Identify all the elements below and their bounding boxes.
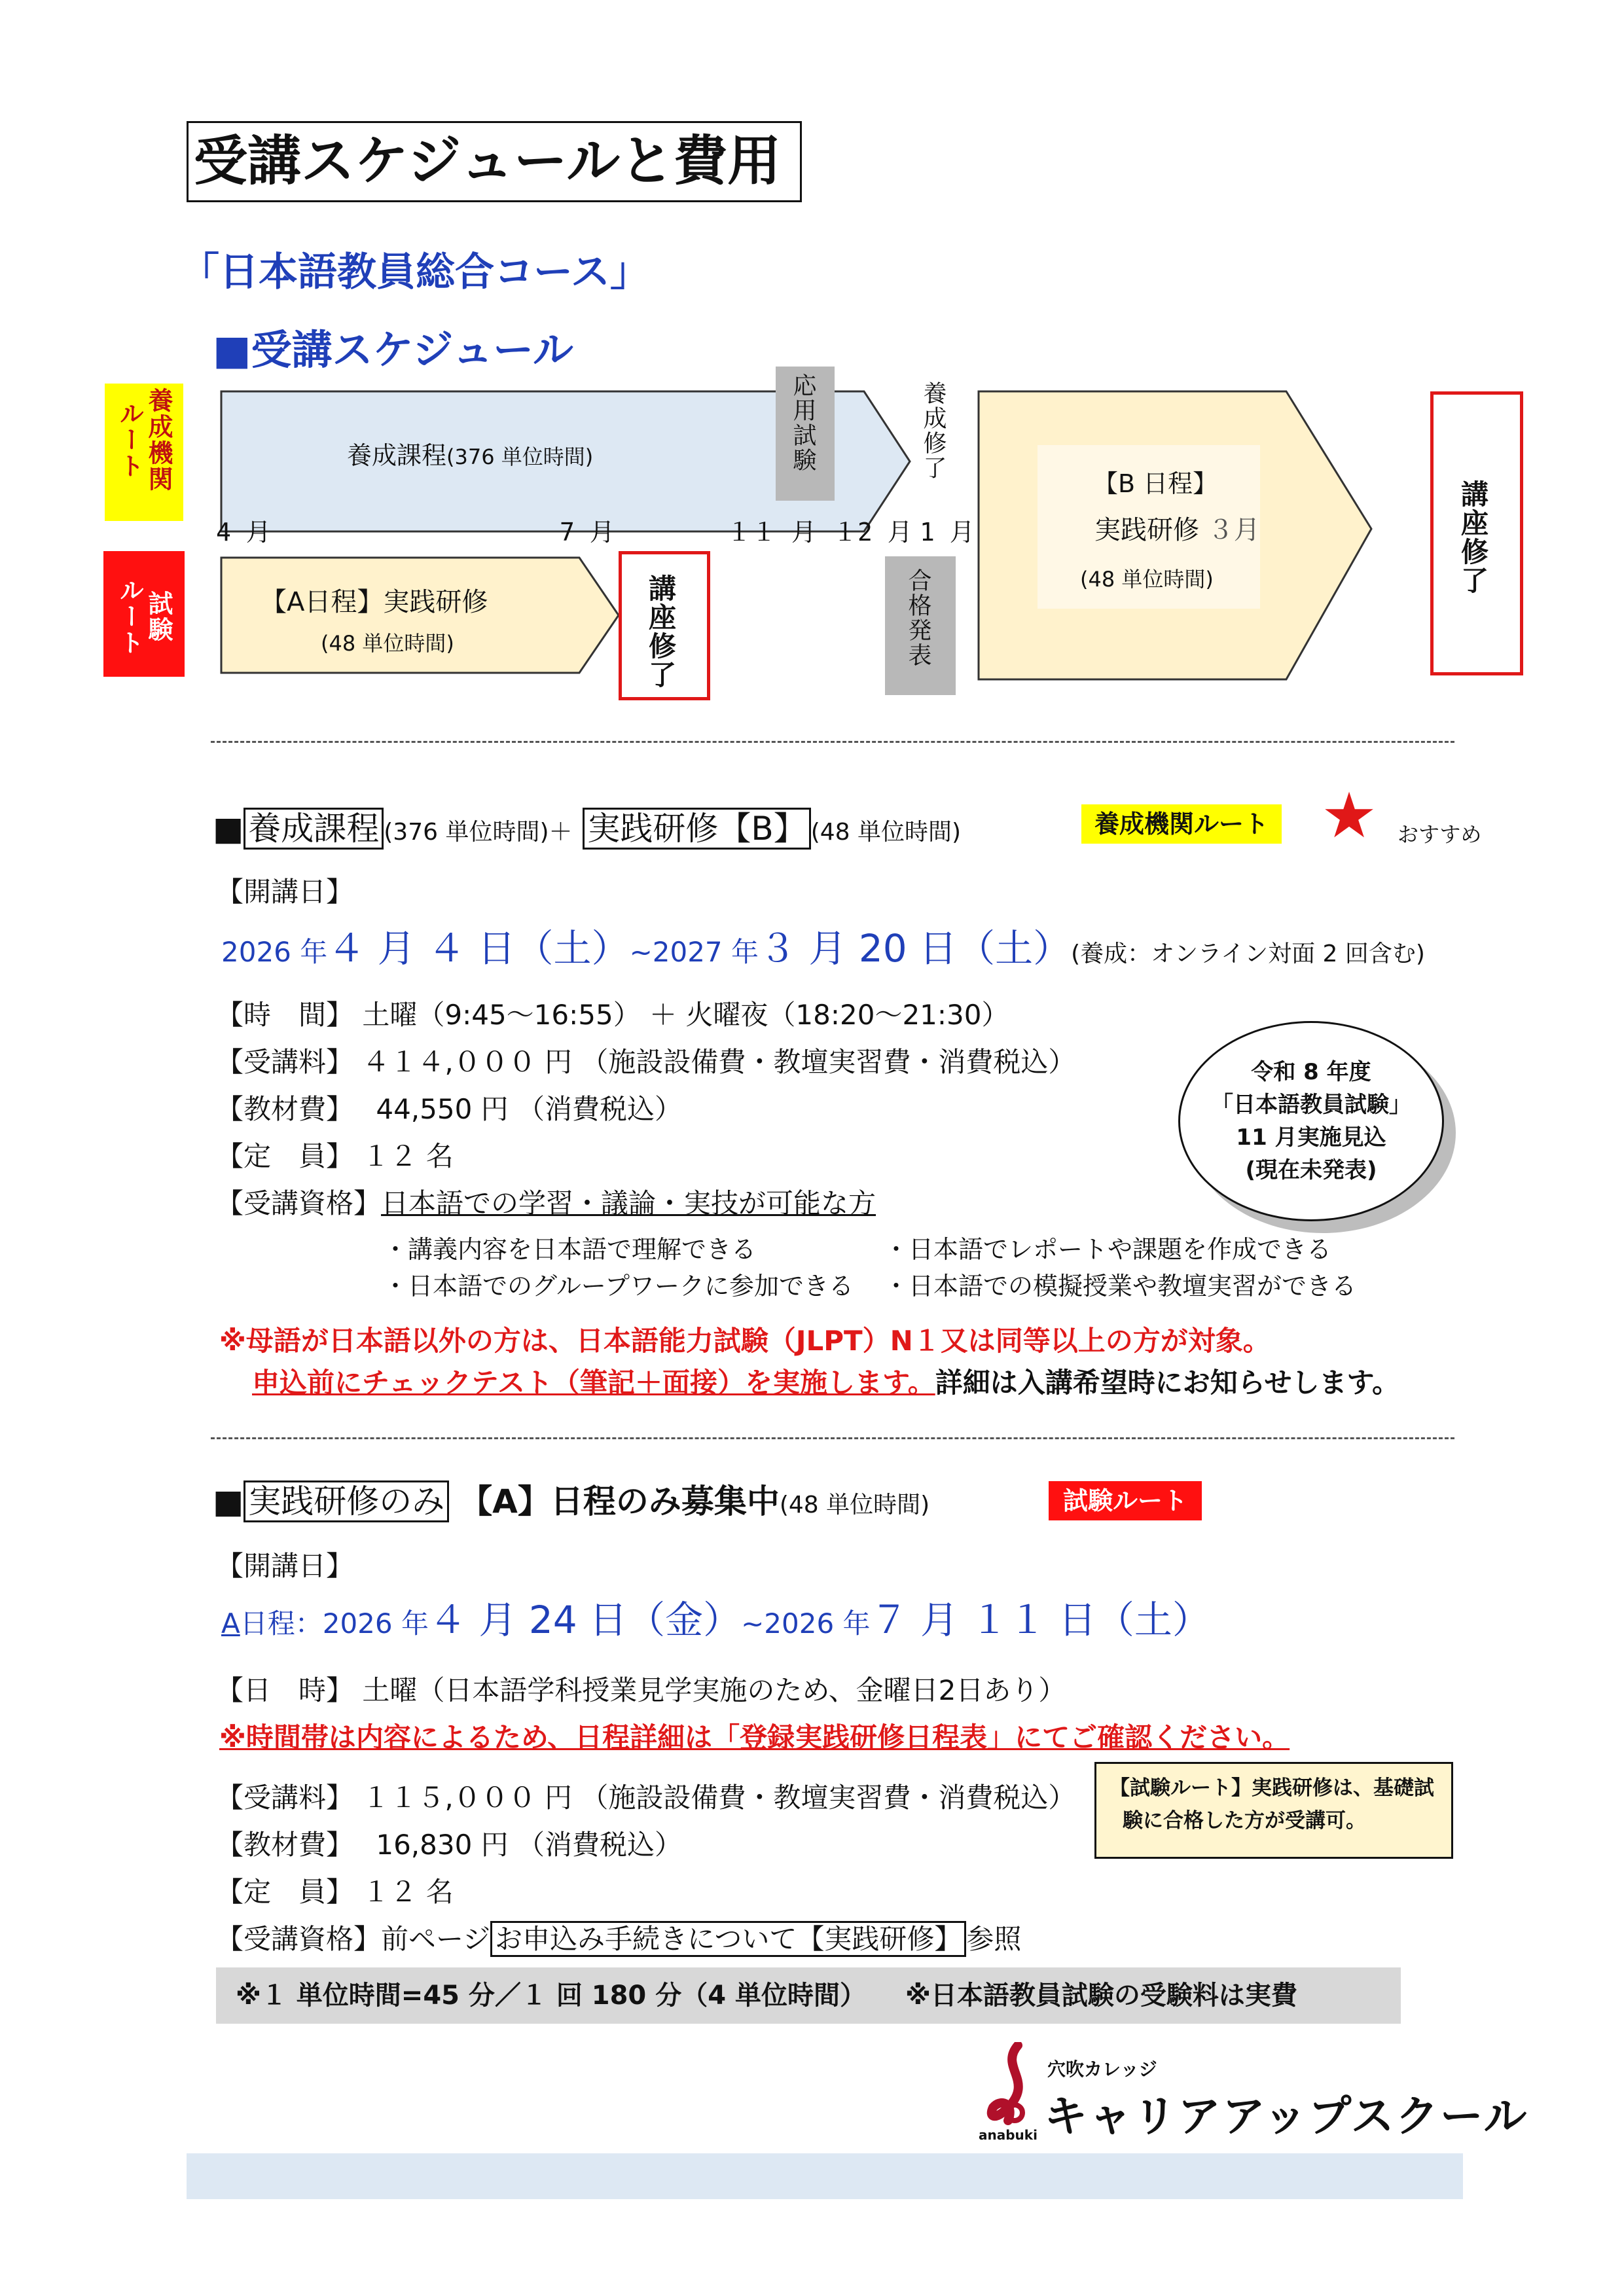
logo-mark-text: anabuki bbox=[979, 2127, 1038, 2143]
section1-date-d2: ３ 月 20 日（土） bbox=[759, 926, 1072, 971]
section2-route-badge: 試験ルート bbox=[1049, 1481, 1202, 1520]
route-shiken-col1: ルート bbox=[115, 577, 144, 656]
section2-route-badge-wrap bbox=[1049, 1480, 1202, 1516]
section2-dates bbox=[221, 1589, 1210, 1644]
section1-warn2: 申込前にチェックテスト（筆記＋面接）を実施します。 bbox=[252, 1367, 935, 1399]
section2-date-a: A bbox=[221, 1607, 240, 1640]
b-course-line bbox=[1094, 509, 1260, 547]
yoshi-end-label: 養成修了 bbox=[920, 381, 947, 480]
month-jan: 1 月 bbox=[920, 518, 975, 547]
gokaku-box bbox=[885, 556, 956, 695]
b-hours: (48 単位時間) bbox=[1080, 567, 1214, 592]
a-course-end-box bbox=[619, 551, 710, 700]
logo-main: キャリアアップスクール bbox=[1044, 2091, 1528, 2142]
bottom-band bbox=[187, 2153, 1463, 2199]
logo-sub: 穴吹カレッジ bbox=[1047, 2058, 1157, 2080]
section2-date-d2: ７ 月 １１ 日（土） bbox=[870, 1598, 1210, 1642]
exam-route-note bbox=[1094, 1762, 1453, 1859]
section2-fee: 【受講料】 １１５,０００ 円 （施設設備費・教壇実習費・消費税込） bbox=[216, 1782, 1076, 1814]
footer-note: ※１ 単位時間=45 分／１ 回 180 分（4 単位時間） ※日本語教員試験の受験料は実費 bbox=[216, 1967, 1401, 2024]
section1-hours2: (48 単位時間) bbox=[810, 819, 962, 846]
section1-dates bbox=[221, 918, 1425, 973]
b-sub: 実践研修 bbox=[1094, 515, 1199, 545]
section1-date-y1: 2026 年 bbox=[221, 936, 328, 968]
bullet-4: ・日本語での模擬授業や教壇実習ができる bbox=[884, 1272, 1357, 1300]
a-hours: (48 単位時間) bbox=[321, 631, 454, 656]
bullet-3: ・日本語でのグループワークに参加できる bbox=[383, 1272, 854, 1300]
section1-open-label: 【開講日】 bbox=[216, 876, 354, 908]
divider-2 bbox=[211, 1437, 1454, 1439]
b-month: ３月 bbox=[1207, 515, 1260, 545]
month-nov: １１ 月 bbox=[727, 518, 816, 547]
section2-date-label: 日程：2026 年 bbox=[240, 1607, 429, 1640]
section1-qual bbox=[216, 1182, 876, 1221]
b-title: 【B 日程】 bbox=[1093, 469, 1218, 498]
section1-prefix: ■ bbox=[213, 810, 244, 848]
note-line-1: 【試験ルート】実践研修は、基礎試 bbox=[1110, 1776, 1434, 1800]
section1-course1: 養成課程 bbox=[244, 808, 384, 850]
section1-header bbox=[213, 802, 961, 850]
section1-qual-label: 【受講資格】 bbox=[216, 1187, 382, 1219]
route-shiken-badge bbox=[103, 551, 185, 677]
section1-date-d1: ４ 月 ４ 日（土） bbox=[327, 926, 630, 971]
oval-line-2: 「日本語教員試験」 bbox=[1211, 1092, 1411, 1118]
yoshi-course-label bbox=[347, 435, 593, 471]
bullet-1: ・講義内容を日本語で理解できる bbox=[383, 1235, 757, 1264]
exam-info-oval bbox=[1178, 1021, 1444, 1221]
section2-date-d1: ４ 月 24 日（金） bbox=[428, 1598, 742, 1642]
oval-line-3: 11 月実施見込 bbox=[1236, 1124, 1386, 1151]
route-yoshi-badge bbox=[105, 384, 183, 521]
month-apr: 4 月 bbox=[216, 518, 271, 547]
section1-qual-value: 日本語での学習・議論・実技が可能な方 bbox=[381, 1187, 876, 1219]
bullet-2: ・日本語でレポートや課題を作成できる bbox=[884, 1235, 1332, 1264]
section1-material: 【教材費】 44,550 円 （消費税込） bbox=[216, 1093, 683, 1125]
star-icon: ★ bbox=[1321, 779, 1378, 852]
a-course-end-label: 講座修了 bbox=[645, 574, 677, 689]
anabuki-logo-icon bbox=[979, 2042, 1044, 2140]
section2-qual-box: お申込み手続きについて【実践研修】 bbox=[490, 1921, 966, 1957]
section2-date-sep: ~2026 年 bbox=[741, 1607, 871, 1640]
section1-hours1: (376 単位時間)＋ bbox=[384, 819, 573, 846]
yoshi-course: 養成課程 bbox=[347, 441, 447, 470]
oval-line-4: (現在未発表) bbox=[1245, 1157, 1377, 1183]
section2-warn: ※時間帯は内容によるため、日程詳細は「登録実践研修日程表」にてご確認ください。 bbox=[219, 1721, 1290, 1753]
section2-material: 【教材費】 16,830 円 （消費税込） bbox=[216, 1829, 683, 1861]
section2-a-recruit: 【A】日程のみ募集中 bbox=[460, 1482, 780, 1520]
section2-open-label: 【開講日】 bbox=[216, 1550, 354, 1582]
section2-capacity: 【定 員】 １２ 名 bbox=[216, 1876, 454, 1908]
section1-warn2-line bbox=[252, 1361, 1399, 1401]
gokaku-label: 合格発表 bbox=[905, 568, 931, 668]
schedule-heading: ■受講スケジュール bbox=[213, 326, 573, 374]
section2-qual bbox=[216, 1918, 1021, 1957]
section1-date-note: (養成：オンライン対面 2 回含む) bbox=[1071, 941, 1425, 967]
section1-time: 【時 間】 土曜（9:45〜16:55） ＋ 火曜夜（18:20〜21:30） bbox=[216, 999, 1009, 1031]
oyo-shiken-label: 応用試験 bbox=[789, 373, 816, 473]
section2-prefix: ■ bbox=[213, 1482, 244, 1520]
page-title: 受講スケジュールと費用 bbox=[187, 121, 802, 202]
route-shiken-col2: 試験 bbox=[144, 590, 173, 643]
section2-qual-label: 【受講資格】前ページ bbox=[216, 1923, 491, 1955]
a-title: 【A日程】実践研修 bbox=[261, 587, 488, 617]
divider-1 bbox=[211, 741, 1454, 743]
month-dec: １2 月 bbox=[833, 518, 912, 547]
note-line-2: 験に合格した方が受講可。 bbox=[1123, 1809, 1366, 1833]
month-jul: 7 月 bbox=[560, 518, 615, 547]
section1-route-badge-wrap bbox=[1081, 804, 1282, 840]
oval-line-1: 令和 8 年度 bbox=[1251, 1059, 1371, 1085]
section1-capacity: 【定 員】 １２ 名 bbox=[216, 1140, 454, 1172]
recommend-label: おすすめ bbox=[1398, 822, 1482, 847]
section2-course: 実践研修のみ bbox=[244, 1480, 449, 1522]
section1-fee: 【受講料】 ４１４,０００ 円 （施設設備費・教壇実習費・消費税込） bbox=[216, 1046, 1076, 1078]
section1-date-sep: ~2027 年 bbox=[629, 936, 759, 968]
course-name: 「日本語教員総合コース」 bbox=[180, 249, 649, 295]
section1-course2: 実践研修【B】 bbox=[583, 808, 810, 850]
b-course-end-label: 講座修了 bbox=[1457, 480, 1489, 595]
yoshi-hours: (376 単位時間) bbox=[446, 444, 594, 469]
schedule-diagram bbox=[0, 0, 1624, 720]
section1-warn1: ※母語が日本語以外の方は、日本語能力試験（JLPT）N１又は同等以上の方が対象。 bbox=[219, 1325, 1271, 1357]
section2-header bbox=[213, 1475, 929, 1522]
oyo-shiken-box bbox=[776, 367, 835, 501]
section2-qual-tail: 参照 bbox=[966, 1923, 1022, 1955]
route-yoshi-col2: 養成機関 bbox=[144, 387, 173, 492]
section2-day: 【日 時】 土曜（日本語学科授業見学実施のため、金曜日2日あり） bbox=[216, 1674, 1066, 1706]
logo-mark bbox=[979, 2042, 1044, 2143]
section1-warn2-tail: 詳細は入講希望時にお知らせします。 bbox=[935, 1367, 1400, 1399]
route-yoshi-col1: ルート bbox=[115, 401, 144, 479]
section1-route-badge: 養成機関ルート bbox=[1081, 804, 1282, 844]
section2-hours: (48 単位時間) bbox=[779, 1492, 930, 1518]
b-course-end-box bbox=[1430, 391, 1523, 675]
